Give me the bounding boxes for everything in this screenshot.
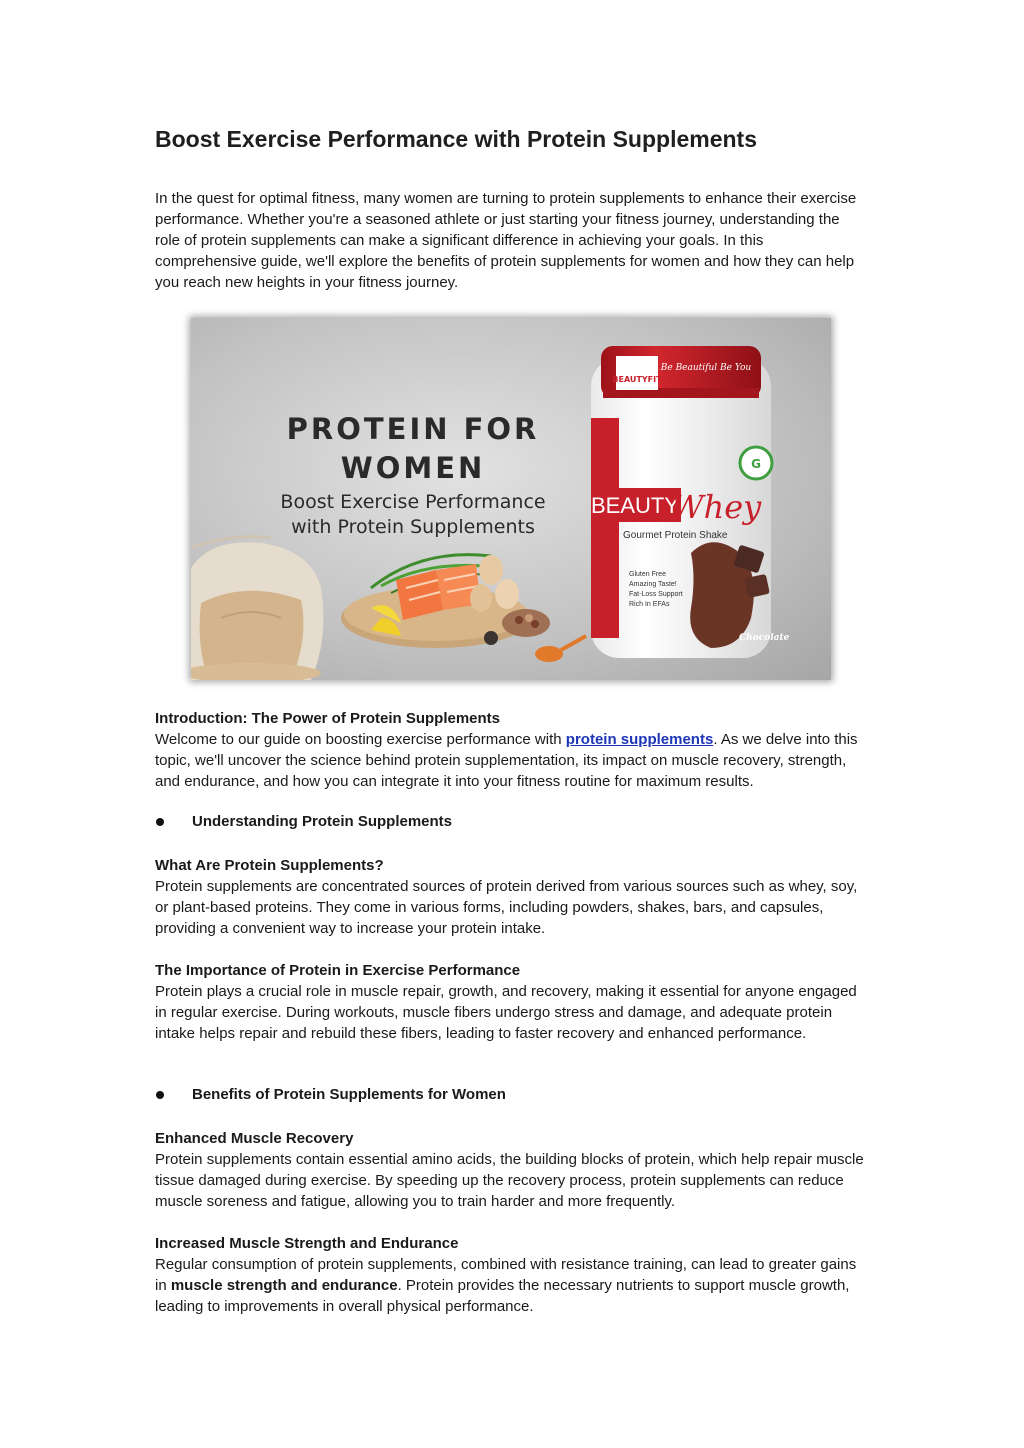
strength-body: Regular consumption of protein supplements, combined with resistance training, can lead to greater gains in muscle strength and endurance. Protein provides the necessary nutrients to support muscle growth, leading to improvements in overall physical performance. — [155, 1256, 857, 1315]
introduction-section — [155, 708, 867, 792]
feature-2: Amazing Taste! — [629, 581, 677, 588]
bullet-benefits-label: Benefits of Protein Supplements for Women — [192, 1086, 506, 1103]
bullet-dot-icon — [156, 818, 164, 826]
intro-paragraph: In the quest for optimal fitness, many women are turning to protein supplements to enhance their exercise performance. Whether you're a seasoned athlete or just starting your fitness journey, understanding the role of protein supplements can make a significant difference in achieving your goals. In this comprehensive guide, we'll explore the benefits of protein supplements for women and how they can help you reach new heights in your fitness journey. — [155, 190, 857, 291]
importance-heading: The Importance of Protein in Exercise Performance — [155, 962, 521, 979]
hero-sub-line1: Boost Exercise Performance — [280, 491, 546, 513]
what-are-body: Protein supplements are concentrated sources of protein derived from various sources such as whey, soy, or plant-based proteins. They come in various forms, including powders, shakes, bars, and capsules, providing a convenient way to increase your protein intake. — [155, 878, 858, 937]
bullet-understanding — [155, 813, 452, 830]
bullet-dot-icon — [156, 1091, 164, 1099]
strength-section — [155, 1233, 867, 1317]
flavor-label: Chocolate — [739, 633, 790, 643]
what-are-section — [155, 855, 867, 939]
strength-heading: Increased Muscle Strength and Endurance — [155, 1235, 459, 1252]
hero-image — [191, 318, 831, 680]
protein-supplements-link[interactable]: protein supplements — [565, 731, 714, 748]
product-subtitle: Gourmet Protein Shake — [623, 530, 728, 541]
bullet-understanding-label: Understanding Protein Supplements — [192, 813, 453, 830]
recovery-section — [155, 1128, 867, 1212]
product-name-2: Whey — [670, 488, 762, 526]
feature-1: Gluten Free — [629, 571, 666, 578]
hero-heading-line2: WOMEN — [340, 451, 486, 485]
strength-bold-phrase: muscle strength and endurance — [170, 1277, 398, 1294]
importance-section — [155, 960, 867, 1044]
product-jar-illustration — [591, 346, 790, 658]
product-name-1: BEAUTY — [590, 493, 680, 518]
brand-tag: BEAUTYFIT — [612, 375, 662, 384]
introduction-body: Welcome to our guide on boosting exercise performance with protein supplements. As we delve into this topic, we'll uncover the science behind protein supplementation, its impact on muscle recovery, strength, and endurance, and how you can integrate it into your fitness routine for maximum results. — [155, 731, 858, 790]
feature-4: Rich In EFAs — [629, 601, 670, 608]
badge-icon: G — [751, 457, 761, 471]
script-tag: Be Beautiful Be You — [660, 363, 752, 373]
recovery-body: Protein supplements contain essential amino acids, the building blocks of protein, which help repair muscle tissue damaged during exercise. By speeding up the recovery process, protein supplements can reduce muscle soreness and fatigue, allowing you to train harder and more frequently. — [155, 1151, 864, 1210]
hero-heading-line1: PROTEIN FOR — [286, 412, 540, 446]
what-are-heading: What Are Protein Supplements? — [155, 857, 384, 874]
page-title: Boost Exercise Performance with Protein Supplements — [155, 126, 757, 152]
importance-body: Protein plays a crucial role in muscle repair, growth, and recovery, making it essential for anyone engaged in regular exercise. During workouts, muscle fibers undergo stress and damage, and adequate protein intake helps repair and rebuild these fibers, leading to faster recovery and enhanced performance. — [155, 983, 857, 1042]
bullet-benefits — [155, 1086, 506, 1103]
feature-3: Fat-Loss Support — [629, 591, 683, 598]
hero-sub-line2: with Protein Supplements — [291, 516, 535, 538]
recovery-heading: Enhanced Muscle Recovery — [155, 1130, 354, 1147]
introduction-heading: Introduction: The Power of Protein Supplements — [155, 710, 501, 727]
